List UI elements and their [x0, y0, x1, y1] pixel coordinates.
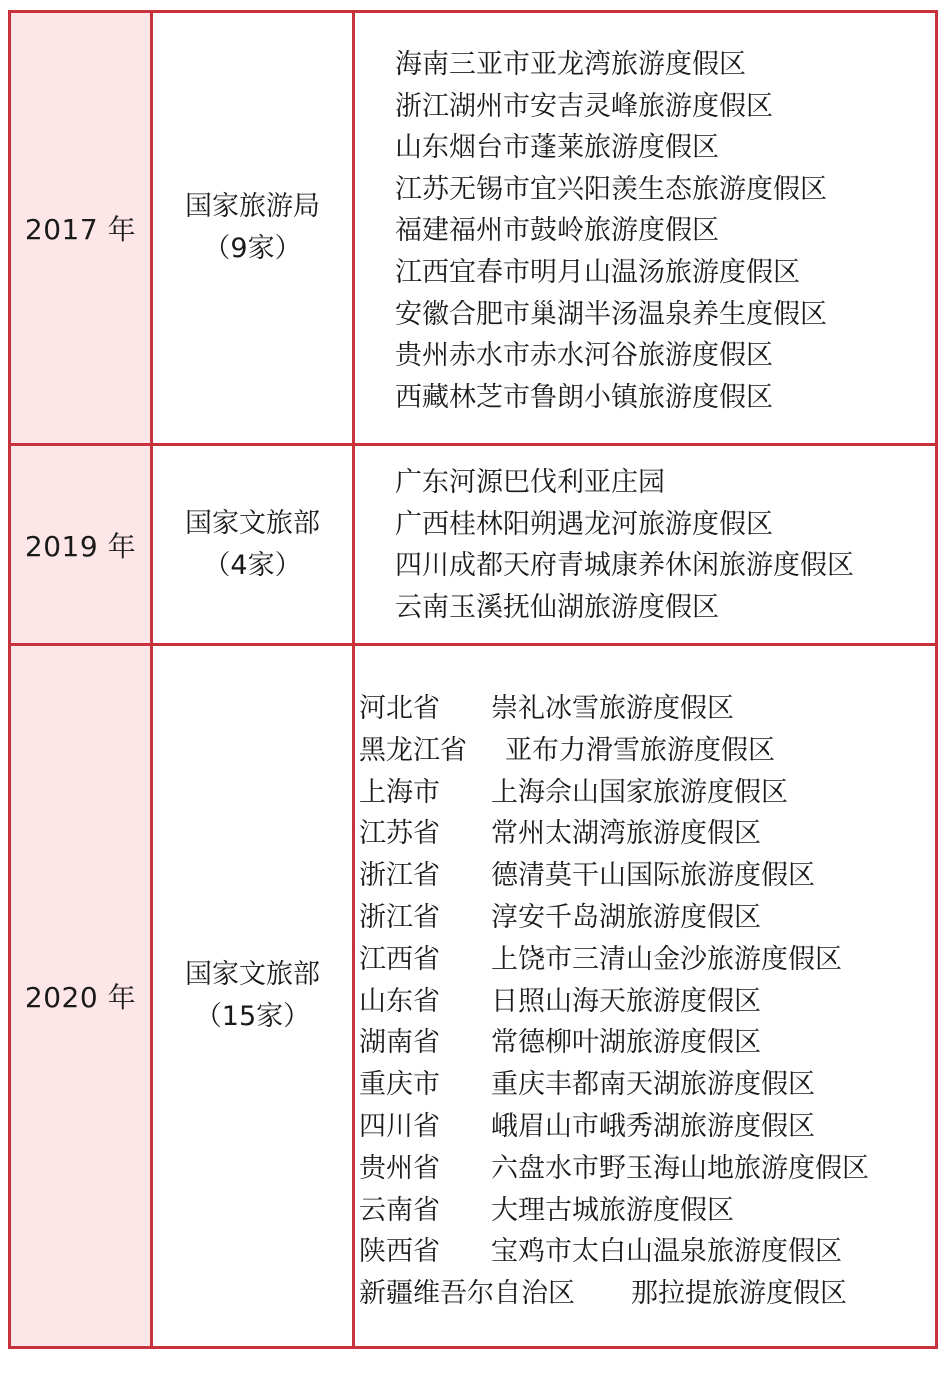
resort-name: 常德柳叶湖旅游度假区: [491, 1027, 761, 1059]
org-name: 国家旅游局: [185, 191, 320, 222]
resort-name: 常州太湖湾旅游度假区: [491, 818, 761, 850]
list-item: [359, 981, 935, 1023]
province: 江苏省: [359, 818, 440, 850]
list-item: [359, 1148, 935, 1190]
province: 新疆维吾尔自治区: [359, 1278, 575, 1310]
resort-name: 德清莫干山国际旅游度假区: [491, 860, 815, 892]
table-row: [11, 13, 935, 443]
province: 江西省: [359, 943, 440, 975]
year-cell: [11, 13, 150, 443]
org-count: （15家）: [194, 1001, 311, 1032]
resort-list: [355, 13, 935, 443]
resort-list: [355, 446, 935, 643]
list-item: 海南三亚市亚龙湾旅游度假区: [395, 49, 746, 80]
list-item: 西藏林芝市鲁朗小镇旅游度假区: [395, 381, 773, 413]
resort-name: 重庆丰都南天湖旅游度假区: [491, 1069, 815, 1101]
year-label: 2017 年: [24, 213, 137, 246]
resort-name: 亚布力滑雪旅游度假区: [505, 734, 775, 766]
list-item: [359, 939, 935, 981]
resort-name: 宝鸡市太白山温泉旅游度假区: [491, 1236, 842, 1268]
list-item: [359, 772, 935, 814]
list-item: [359, 1022, 935, 1064]
list-item: 云南玉溪抚仙湖旅游度假区: [395, 591, 719, 623]
resort-name: 上饶市三清山金沙旅游度假区: [491, 943, 842, 975]
year-label: 2019 年: [24, 529, 137, 563]
province: 浙江省: [359, 901, 440, 933]
list-item: 广西桂林阳朔遇龙河旅游度假区: [395, 508, 773, 540]
resort-name: 上海佘山国家旅游度假区: [491, 776, 788, 808]
year-label: 2020 年: [24, 981, 137, 1014]
resort-name: 日照山海天旅游度假区: [491, 985, 761, 1017]
list-item: [359, 897, 935, 939]
list-item: [359, 1190, 935, 1232]
list-item: 安徽合肥市巢湖半汤温泉养生度假区: [395, 298, 827, 330]
list-item: 浙江湖州市安吉灵峰旅游度假区: [395, 90, 773, 122]
org-name: 国家文旅部: [185, 507, 320, 539]
org-count: （9家）: [203, 233, 302, 264]
org-cell: [153, 446, 352, 643]
province: 湖南省: [359, 1027, 440, 1059]
list-item: [359, 1273, 935, 1315]
resort-list: [355, 646, 935, 1346]
province: 河北省: [359, 693, 440, 724]
province: 山东省: [359, 985, 440, 1017]
org-cell: [153, 13, 352, 443]
resort-name: 峨眉山市峨秀湖旅游度假区: [491, 1110, 815, 1142]
org-count: （4家）: [203, 549, 302, 581]
resort-name: 大理古城旅游度假区: [491, 1194, 734, 1226]
table-row: [11, 646, 935, 1346]
year-cell: [11, 646, 150, 1346]
province: 上海市: [359, 776, 440, 808]
year-cell: [11, 446, 150, 643]
list-item: 四川成都天府青城康养休闲旅游度假区: [395, 550, 854, 582]
resort-table: [8, 10, 938, 1349]
list-item: 贵州赤水市赤水河谷旅游度假区: [395, 340, 773, 372]
resort-name: 六盘水市野玉海山地旅游度假区: [491, 1152, 869, 1184]
list-item: 广东河源巴伐利亚庄园: [395, 467, 665, 498]
list-item: 江西宜春市明月山温汤旅游度假区: [395, 256, 800, 288]
province: 浙江省: [359, 860, 440, 892]
list-item: [359, 855, 935, 897]
list-item: [359, 688, 935, 730]
province: 云南省: [359, 1194, 440, 1226]
list-item: 福建福州市鼓岭旅游度假区: [395, 215, 719, 247]
org-name: 国家文旅部: [185, 959, 320, 990]
list-item: [359, 813, 935, 855]
list-item: [359, 1106, 935, 1148]
province: 重庆市: [359, 1069, 440, 1101]
province: 贵州省: [359, 1152, 440, 1184]
table-row: [11, 446, 935, 643]
org-cell: [153, 646, 352, 1346]
resort-name: 淳安千岛湖旅游度假区: [491, 901, 761, 933]
list-item: [359, 730, 935, 772]
resort-name: 那拉提旅游度假区: [631, 1278, 847, 1310]
list-item: [359, 1231, 935, 1273]
province: 黑龙江省: [359, 734, 467, 766]
list-item: 山东烟台市蓬莱旅游度假区: [395, 132, 719, 164]
resort-name: 崇礼冰雪旅游度假区: [491, 693, 734, 724]
province: 陕西省: [359, 1236, 440, 1268]
province: 四川省: [359, 1110, 440, 1142]
list-item: [359, 1064, 935, 1106]
list-item: 江苏无锡市宜兴阳羡生态旅游度假区: [395, 173, 827, 205]
